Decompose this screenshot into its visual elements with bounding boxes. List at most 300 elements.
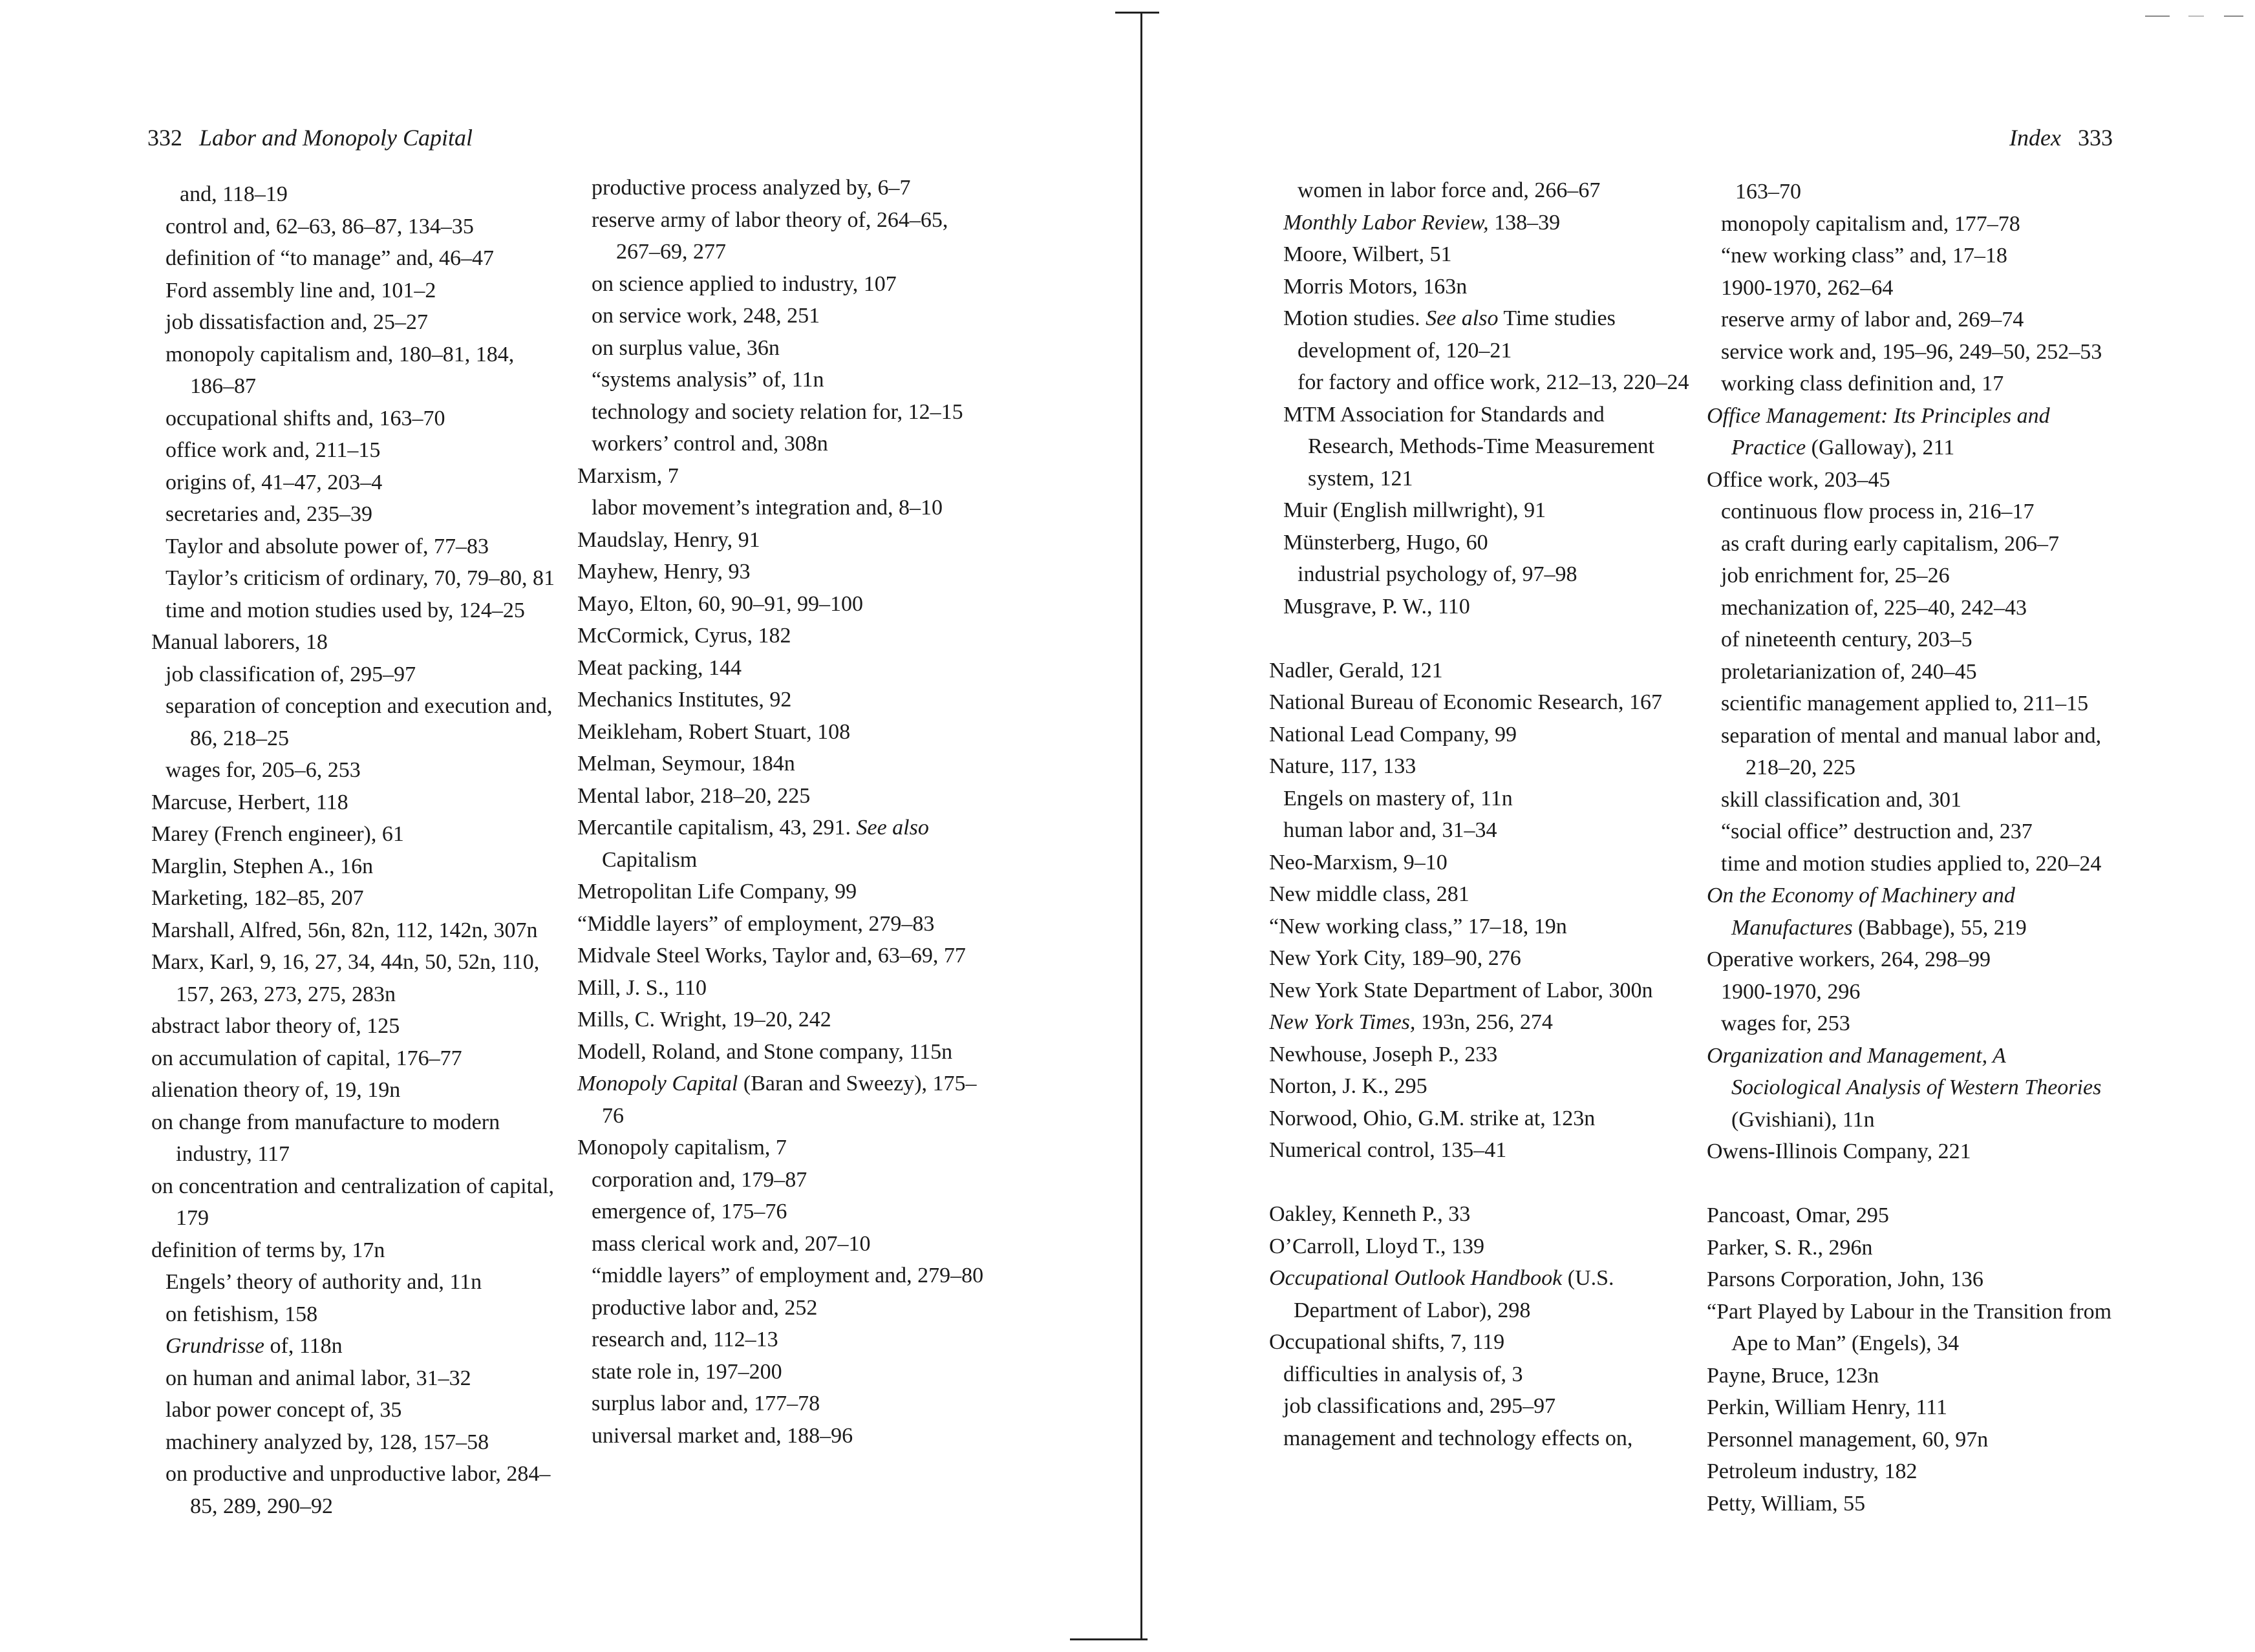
- index-entry-text: on human and animal labor, 31–32: [166, 1366, 471, 1390]
- index-entry-text: Engels on mastery of, 11n: [1283, 786, 1513, 810]
- index-entry-text: surplus labor and, 177–78: [592, 1392, 820, 1415]
- index-subentry: [577, 1196, 991, 1228]
- index-entry-text: Ford assembly line and, 101–2: [166, 278, 436, 302]
- index-subentry: [577, 1324, 991, 1356]
- index-subentry: [1707, 176, 2121, 208]
- index-entry: [151, 1107, 559, 1170]
- index-entry-text: Occupational Outlook Handbook (U.S. Department of Labor), 298: [1269, 1266, 1614, 1322]
- index-entry-text: time and motion studies used by, 124–25: [166, 598, 525, 622]
- index-subentry: [1707, 496, 2121, 528]
- index-subentry: [1269, 814, 1689, 847]
- index-entry-text: “Part Played by Labour in the Transition from Ape to Man” (Engels), 34: [1707, 1299, 2112, 1355]
- index-entry-text: office work and, 211–15: [166, 438, 381, 462]
- index-entry: [577, 1132, 991, 1164]
- index-entry: [1269, 1006, 1689, 1039]
- index-entry-text: “systems analysis” of, 11n: [592, 368, 824, 392]
- index-entry: [1269, 1039, 1689, 1071]
- index-subentry: [1707, 560, 2121, 592]
- index-entry-text: Nadler, Gerald, 121: [1269, 658, 1443, 683]
- index-entry-text: 1900-1970, 296: [1721, 979, 1861, 1004]
- index-subentry: [151, 1394, 559, 1426]
- letter-section-break: [1269, 622, 1689, 655]
- index-subentry: [1707, 720, 2121, 784]
- index-subentry: [151, 434, 559, 467]
- index-entry: [1707, 944, 2121, 976]
- index-entry-text: on productive and unproductive labor, 284–85, 289, 290–92: [166, 1462, 551, 1518]
- index-entry-text: Manual laborers, 18: [151, 630, 328, 654]
- index-subentry: [1269, 558, 1689, 591]
- index-subentry: [151, 242, 559, 275]
- index-entry: [151, 787, 559, 819]
- index-subentry: [577, 172, 991, 204]
- right-page-number: 333: [2078, 125, 2113, 151]
- index-entry-text: Marcuse, Herbert, 118: [151, 790, 348, 814]
- index-entry: [1707, 1296, 2121, 1360]
- index-entry: [577, 972, 991, 1004]
- index-entry: [1269, 686, 1689, 719]
- index-column-3: [1269, 175, 1689, 1454]
- index-entry-text: Midvale Steel Works, Taylor and, 63–69, 77: [577, 944, 966, 968]
- index-entry-text: state role in, 197–200: [592, 1359, 782, 1384]
- index-entry-text: Petty, William, 55: [1707, 1491, 1866, 1516]
- index-entry-text: on surplus value, 36n: [592, 335, 780, 360]
- index-entry-text: development of, 120–21: [1298, 338, 1512, 363]
- index-entry-text: wages for, 253: [1721, 1011, 1850, 1035]
- index-subentry: [1707, 240, 2121, 272]
- index-entry: [1707, 464, 2121, 496]
- index-column-1: [151, 178, 559, 1522]
- index-entry: [1269, 655, 1689, 687]
- index-entry-text: Perkin, William Henry, 111: [1707, 1395, 1947, 1419]
- index-entry-text: mass clerical work and, 207–10: [592, 1231, 871, 1256]
- index-entry-text: management and technology effects on,: [1283, 1426, 1633, 1450]
- index-entry: [151, 882, 559, 915]
- index-entry: [151, 851, 559, 883]
- index-entry-text: women in labor force and, 266–67: [1298, 178, 1601, 202]
- index-entry-text: Moore, Wilbert, 51: [1283, 242, 1452, 266]
- index-subentry: [151, 498, 559, 531]
- index-entry-text: Norton, J. K., 295: [1269, 1074, 1427, 1098]
- index-entry-text: “social office” destruction and, 237: [1721, 820, 2033, 843]
- index-entry: [1269, 1198, 1689, 1231]
- index-entry-text: Grundrisse of, 118n: [166, 1334, 343, 1358]
- index-entry: [151, 946, 559, 1010]
- index-entry: [577, 588, 991, 620]
- index-subentry: [577, 1260, 991, 1292]
- index-subentry: [1269, 335, 1689, 367]
- index-entry-text: definition of terms by, 17n: [151, 1238, 385, 1262]
- left-running-title: Labor and Monopoly Capital: [199, 125, 473, 151]
- index-entry-text: workers’ control and, 308n: [592, 432, 828, 456]
- scan-edge-mark: [2188, 16, 2204, 17]
- index-subentry: [1707, 592, 2121, 624]
- index-subentry: [151, 1362, 559, 1395]
- index-subentry: [151, 339, 559, 403]
- index-entry-text: wages for, 205–6, 253: [166, 758, 361, 782]
- index-entry-text: Petroleum industry, 182: [1707, 1459, 1918, 1483]
- index-subentry: [151, 211, 559, 243]
- index-entry-text: job enrichment for, 25–26: [1721, 564, 1950, 588]
- index-subentry: [577, 332, 991, 365]
- index-subentry: [1707, 208, 2121, 240]
- index-entry-text: Marey (French engineer), 61: [151, 822, 404, 846]
- index-subentry: [151, 1298, 559, 1331]
- index-entry: [1707, 1232, 2121, 1264]
- index-entry-text: Owens-Illinois Company, 221: [1707, 1139, 1971, 1163]
- index-subentry: [151, 1426, 559, 1459]
- index-subentry: [1269, 591, 1689, 623]
- index-subentry: [577, 396, 991, 429]
- index-subentry: [577, 428, 991, 460]
- index-entry-text: Marshall, Alfred, 56n, 82n, 112, 142n, 307n: [151, 918, 538, 942]
- index-subentry: [151, 178, 559, 211]
- index-entry-text: “New working class,” 17–18, 19n: [1269, 914, 1567, 938]
- left-page-header: [147, 126, 473, 149]
- index-entry-text: Maudslay, Henry, 91: [577, 527, 760, 552]
- index-entry: [1269, 1103, 1689, 1135]
- index-entry-text: universal market and, 188–96: [592, 1423, 853, 1448]
- scan-edge-mark: [2145, 16, 2170, 17]
- index-entry: [577, 908, 991, 940]
- index-entry-text: service work and, 195–96, 249–50, 252–53: [1721, 339, 2102, 364]
- index-entry: [577, 524, 991, 556]
- index-entry-text: Melman, Seymour, 184n: [577, 752, 795, 776]
- right-page-header: [2009, 126, 2113, 149]
- index-entry: [1269, 750, 1689, 783]
- index-subentry: [1707, 784, 2121, 816]
- index-entry-text: Modell, Roland, and Stone company, 115n: [577, 1039, 953, 1064]
- index-entry-text: occupational shifts and, 163–70: [166, 406, 445, 430]
- index-entry: [151, 1170, 559, 1234]
- index-entry: [577, 652, 991, 684]
- index-entry: [151, 1074, 559, 1107]
- index-subentry: [1269, 238, 1689, 271]
- index-subentry: [151, 403, 559, 435]
- index-subentry: [1269, 302, 1689, 335]
- index-subentry: [151, 754, 559, 787]
- index-entry-text: machinery analyzed by, 128, 157–58: [166, 1430, 489, 1454]
- index-entry-text: mechanization of, 225–40, 242–43: [1721, 595, 2027, 620]
- index-entry-text: as craft during early capitalism, 206–7: [1721, 531, 2060, 556]
- index-entry: [151, 1043, 559, 1075]
- index-entry: [1707, 1040, 2121, 1136]
- index-entry: [1707, 1264, 2121, 1296]
- index-entry-text: McCormick, Cyrus, 182: [577, 624, 791, 648]
- index-entry: [577, 460, 991, 492]
- index-entry: [1269, 847, 1689, 879]
- index-entry-text: of nineteenth century, 203–5: [1721, 628, 1972, 651]
- index-subentry: [1707, 976, 2121, 1008]
- index-subentry: [151, 595, 559, 627]
- index-entry-text: on service work, 248, 251: [592, 304, 820, 328]
- index-entry-text: human labor and, 31–34: [1283, 818, 1497, 842]
- index-subentry: [1707, 656, 2121, 688]
- index-entry: [151, 1234, 559, 1267]
- index-entry-text: proletarianization of, 240–45: [1721, 659, 1977, 684]
- index-entry-text: New York Times, 193n, 256, 274: [1269, 1010, 1553, 1034]
- index-entry-text: corporation and, 179–87: [592, 1167, 807, 1192]
- index-subentry: [577, 1388, 991, 1420]
- left-page-number: 332: [147, 125, 182, 151]
- index-entry: [151, 1010, 559, 1043]
- index-subentry: [577, 364, 991, 396]
- book-gutter-line: [1140, 12, 1142, 1640]
- index-entry-text: job classifications and, 295–97: [1283, 1394, 1556, 1418]
- index-entry: [1707, 880, 2121, 944]
- index-subentry: [1269, 175, 1689, 207]
- index-subentry: [1269, 366, 1689, 399]
- index-entry-text: Operative workers, 264, 298–99: [1707, 948, 1991, 971]
- letter-section-break: [1707, 1168, 2121, 1200]
- index-subentry: [1269, 1359, 1689, 1391]
- index-subentry: [577, 268, 991, 301]
- index-entry: [1269, 1262, 1689, 1326]
- index-entry-text: Muir (English millwright), 91: [1283, 498, 1546, 522]
- index-entry: [1707, 1488, 2121, 1520]
- index-entry-text: labor power concept of, 35: [166, 1398, 402, 1422]
- index-entry-text: 1900-1970, 262–64: [1721, 275, 1894, 300]
- index-entry-text: Marglin, Stephen A., 16n: [151, 854, 374, 878]
- index-entry-text: definition of “to manage” and, 46–47: [166, 246, 494, 270]
- index-entry-text: technology and society relation for, 12–15: [592, 399, 963, 424]
- index-subentry: [1707, 1008, 2121, 1040]
- index-entry-text: Monopoly Capital (Baran and Sweezy), 175–76: [577, 1072, 977, 1128]
- right-running-title: Index: [2009, 125, 2061, 151]
- index-entry: [1269, 1070, 1689, 1103]
- index-subentry: [151, 275, 559, 307]
- index-entry-text: New York State Department of Labor, 300n: [1269, 978, 1653, 1002]
- index-entry-text: 163–70: [1735, 180, 1801, 204]
- index-entry: [577, 620, 991, 652]
- index-subentry: [1707, 368, 2121, 400]
- index-entry-text: Mill, J. S., 110: [577, 975, 707, 1000]
- index-entry-text: Mental labor, 218–20, 225: [577, 783, 811, 808]
- index-subentry: [151, 467, 559, 499]
- index-entry-text: National Bureau of Economic Research, 167: [1269, 690, 1663, 714]
- index-subentry: [577, 1164, 991, 1196]
- index-entry-text: Taylor and absolute power of, 77–83: [166, 534, 489, 558]
- index-entry-text: scientific management applied to, 211–15: [1721, 692, 2089, 715]
- index-entry-text: Payne, Bruce, 123n: [1707, 1363, 1879, 1388]
- index-entry-text: on concentration and centralization of capital, 179: [151, 1174, 555, 1230]
- index-entry-text: job classification of, 295–97: [166, 662, 416, 686]
- index-entry-text: working class definition and, 17: [1721, 372, 2004, 396]
- index-entry: [1707, 1424, 2121, 1456]
- index-entry: [577, 1068, 991, 1132]
- index-subentry: [577, 492, 991, 524]
- index-entry-text: Numerical control, 135–41: [1269, 1138, 1507, 1162]
- index-subentry: [577, 204, 991, 268]
- index-entry: [577, 1036, 991, 1068]
- index-subentry: [577, 1356, 991, 1388]
- index-subentry: [577, 1228, 991, 1260]
- index-entry: [577, 556, 991, 588]
- index-entry-text: National Lead Company, 99: [1269, 722, 1517, 747]
- index-column-4: [1707, 176, 2121, 1520]
- index-entry-text: reserve army of labor theory of, 264–65, 267–69, 277: [592, 207, 948, 264]
- scan-edge-mark: [2224, 16, 2243, 17]
- index-entry: [1707, 400, 2121, 464]
- index-entry-text: New middle class, 281: [1269, 882, 1469, 906]
- index-entry-text: Mercantile capitalism, 43, 291. See also Capitalism: [577, 816, 929, 872]
- index-entry-text: New York City, 189–90, 276: [1269, 946, 1521, 970]
- index-entry-text: “Middle layers” of employment, 279–83: [577, 911, 935, 936]
- index-subentry: [1269, 207, 1689, 239]
- index-entry-text: Monthly Labor Review, 138–39: [1283, 210, 1561, 235]
- index-entry: [577, 716, 991, 748]
- index-entry-text: Office Management: Its Principles and Practice (Galloway), 211: [1707, 403, 2050, 460]
- index-entry-text: separation of mental and manual labor and, 218–20, 225: [1721, 723, 2102, 779]
- index-entry-text: Personnel management, 60, 97n: [1707, 1427, 1989, 1452]
- index-entry: [1269, 1231, 1689, 1263]
- index-entry-text: monopoly capitalism and, 180–81, 184, 186–87: [166, 342, 515, 398]
- index-entry-text: On the Economy of Machinery and Manufactures (Babbage), 55, 219: [1707, 884, 2027, 940]
- index-entry-text: Münsterberg, Hugo, 60: [1283, 530, 1488, 555]
- gutter-top-mark: [1115, 12, 1159, 14]
- index-entry: [1707, 1456, 2121, 1488]
- index-entry-text: Marketing, 182–85, 207: [151, 886, 364, 910]
- index-subentry: [151, 659, 559, 691]
- index-entry-text: and, 118–19: [180, 182, 288, 206]
- index-entry-text: labor movement’s integration and, 8–10: [592, 496, 943, 520]
- index-entry-text: alienation theory of, 19, 19n: [151, 1078, 401, 1102]
- index-entry-text: Engels’ theory of authority and, 11n: [166, 1270, 482, 1294]
- index-subentry: [1707, 528, 2121, 560]
- index-entry-text: on change from manufacture to modern industry, 117: [151, 1110, 500, 1166]
- index-entry-text: Mayhew, Henry, 93: [577, 560, 751, 584]
- index-entry-text: industrial psychology of, 97–98: [1298, 562, 1577, 586]
- index-subentry: [1707, 848, 2121, 880]
- index-entry: [151, 818, 559, 851]
- index-subentry: [1269, 1390, 1689, 1423]
- index-entry-text: O’Carroll, Lloyd T., 139: [1269, 1234, 1485, 1258]
- index-entry-text: productive labor and, 252: [592, 1295, 818, 1320]
- index-entry-text: control and, 62–63, 86–87, 134–35: [166, 214, 474, 238]
- index-entry: [577, 940, 991, 972]
- index-entry-text: Mechanics Institutes, 92: [577, 688, 792, 712]
- index-entry-text: Morris Motors, 163n: [1283, 274, 1468, 299]
- index-subentry: [1707, 336, 2121, 368]
- index-entry-text: research and, 112–13: [592, 1328, 778, 1351]
- index-entry-text: productive process analyzed by, 6–7: [592, 176, 911, 200]
- index-entry-text: time and motion studies applied to, 220–24: [1721, 851, 2102, 876]
- index-entry-text: Mills, C. Wright, 19–20, 242: [577, 1008, 831, 1032]
- index-entry: [1269, 719, 1689, 751]
- index-entry-text: Newhouse, Joseph P., 233: [1269, 1042, 1498, 1066]
- index-entry-text: Taylor’s criticism of ordinary, 70, 79–80, 81: [166, 566, 555, 590]
- index-entry-text: reserve army of labor and, 269–74: [1721, 308, 2024, 332]
- index-entry: [1269, 878, 1689, 911]
- index-entry-text: difficulties in analysis of, 3: [1283, 1362, 1523, 1386]
- index-subentry: [1269, 783, 1689, 815]
- index-entry-text: Oakley, Kenneth P., 33: [1269, 1202, 1471, 1226]
- index-subentry: [577, 1420, 991, 1452]
- index-entry-text: Occupational shifts, 7, 119: [1269, 1330, 1505, 1354]
- index-entry: [151, 915, 559, 947]
- index-entry: [151, 626, 559, 659]
- index-entry-text: Motion studies. See also Time studies: [1283, 306, 1616, 330]
- index-subentry: [1269, 399, 1689, 495]
- index-subentry: [151, 306, 559, 339]
- index-entry-text: secretaries and, 235–39: [166, 502, 373, 526]
- index-entry-text: “new working class” and, 17–18: [1721, 244, 2007, 268]
- index-subentry: [151, 1330, 559, 1362]
- index-entry: [1707, 1392, 2121, 1424]
- letter-section-break: [1269, 1167, 1689, 1199]
- index-entry-text: Meikleham, Robert Stuart, 108: [577, 719, 851, 744]
- index-subentry: [1269, 271, 1689, 303]
- index-entry-text: Nature, 117, 133: [1269, 754, 1416, 778]
- index-entry-text: on fetishism, 158: [166, 1302, 318, 1326]
- index-subentry: [1269, 494, 1689, 527]
- index-entry-text: Meat packing, 144: [577, 655, 742, 680]
- index-subentry: [577, 1292, 991, 1324]
- index-entry-text: Organization and Management, A Sociological Analysis of Western Theories (Gvishiani), 11n: [1707, 1043, 2102, 1132]
- index-subentry: [1707, 304, 2121, 336]
- index-entry: [1269, 1326, 1689, 1359]
- index-entry-text: Office work, 203–45: [1707, 467, 1890, 492]
- index-entry-text: Parker, S. R., 296n: [1707, 1235, 1873, 1260]
- index-subentry: [151, 531, 559, 563]
- index-entry-text: emergence of, 175–76: [592, 1200, 787, 1223]
- index-entry-text: Marx, Karl, 9, 16, 27, 34, 44n, 50, 52n, 110, 157, 263, 273, 275, 283n: [151, 950, 540, 1006]
- index-entry-text: MTM Association for Standards and Research, Methods-Time Measurement system, 121: [1283, 402, 1655, 491]
- index-entry-text: Metropolitan Life Company, 99: [577, 880, 857, 904]
- index-entry: [1707, 1360, 2121, 1392]
- index-entry-text: monopoly capitalism and, 177–78: [1721, 211, 2020, 236]
- index-entry-text: Monopoly capitalism, 7: [577, 1136, 787, 1160]
- index-entry: [577, 1004, 991, 1036]
- index-subentry: [577, 300, 991, 332]
- index-entry: [577, 748, 991, 780]
- index-entry: [1269, 942, 1689, 975]
- index-subentry: [1707, 272, 2121, 304]
- index-entry-text: on accumulation of capital, 176–77: [151, 1046, 462, 1070]
- index-subentry: [1269, 527, 1689, 559]
- gutter-bottom-mark: [1070, 1638, 1148, 1640]
- index-entry: [1707, 1200, 2121, 1232]
- index-entry-text: “middle layers” of employment and, 279–80: [592, 1264, 984, 1287]
- index-entry: [1707, 1136, 2121, 1168]
- index-entry-text: Parsons Corporation, John, 136: [1707, 1267, 1983, 1291]
- index-subentry: [151, 690, 559, 754]
- index-entry-text: continuous flow process in, 216–17: [1721, 500, 2035, 524]
- index-entry: [1269, 1134, 1689, 1167]
- index-subentry: [151, 1458, 559, 1522]
- index-entry-text: job dissatisfaction and, 25–27: [166, 310, 429, 334]
- index-entry-text: origins of, 41–47, 203–4: [166, 470, 383, 494]
- index-entry: [1269, 911, 1689, 943]
- index-entry-text: skill classification and, 301: [1721, 787, 1962, 812]
- index-entry-text: Mayo, Elton, 60, 90–91, 99–100: [577, 591, 863, 616]
- index-entry-text: separation of conception and execution and, 86, 218–25: [166, 694, 553, 750]
- index-entry-text: for factory and office work, 212–13, 220–24: [1298, 370, 1689, 394]
- index-entry-text: on science applied to industry, 107: [592, 271, 897, 296]
- index-entry-text: abstract labor theory of, 125: [151, 1014, 400, 1038]
- index-entry-text: Norwood, Ohio, G.M. strike at, 123n: [1269, 1106, 1596, 1130]
- index-subentry: [151, 1266, 559, 1298]
- index-subentry: [1269, 1423, 1689, 1455]
- index-entry: [1269, 975, 1689, 1007]
- index-subentry: [1707, 816, 2121, 848]
- index-subentry: [1707, 624, 2121, 656]
- index-column-2: [577, 172, 991, 1452]
- index-entry: [577, 684, 991, 716]
- index-entry: [577, 812, 991, 876]
- index-entry-text: Pancoast, Omar, 295: [1707, 1203, 1889, 1227]
- index-subentry: [151, 562, 559, 595]
- index-entry-text: Musgrave, P. W., 110: [1283, 594, 1470, 619]
